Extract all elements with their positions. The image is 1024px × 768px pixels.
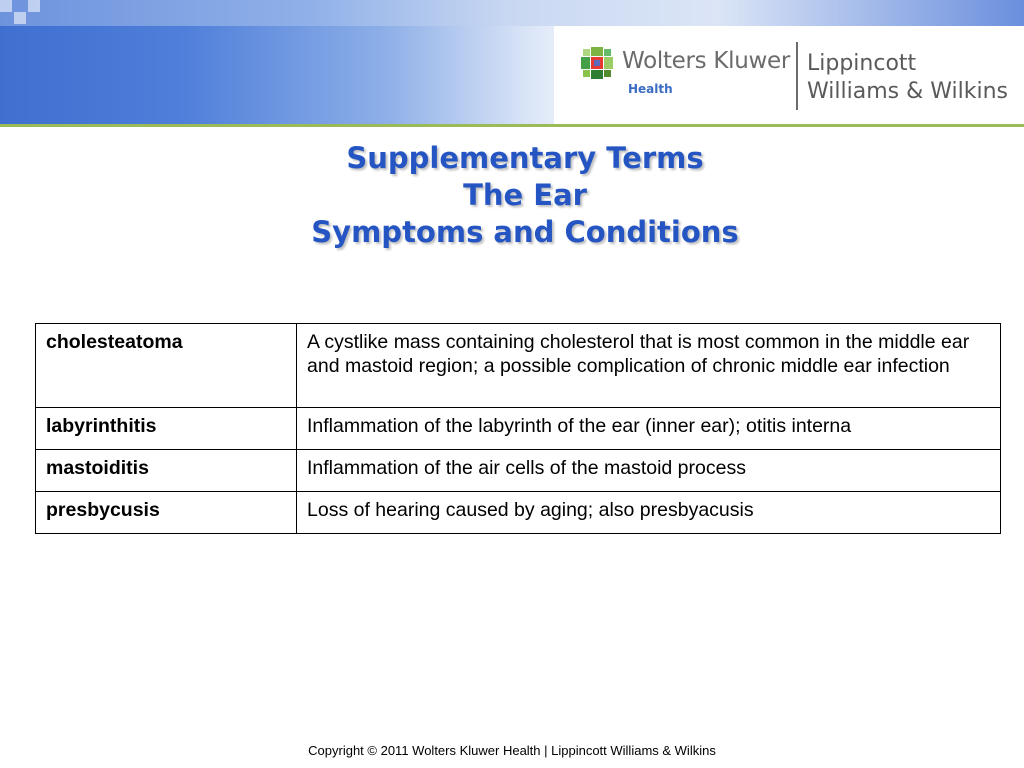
publisher-logo (580, 42, 1020, 114)
definition-cell: Inflammation of the labyrinth of the ear (inner ear); otitis interna (297, 408, 1001, 450)
term-cell: labyrinthitis (36, 408, 297, 450)
definition-cell: Inflammation of the air cells of the mastoid process (297, 450, 1001, 492)
definition-cell: Loss of hearing caused by aging; also presbyacusis (297, 492, 1001, 534)
table-row (36, 408, 1001, 450)
term-cell: cholesteatoma (36, 324, 297, 408)
table-row (36, 450, 1001, 492)
definition-cell: A cystlike mass containing cholesterol that is most common in the middle ear and mastoid region; a possible complication of chronic middle ear infection (297, 324, 1001, 408)
title-line-2: The Ear (463, 178, 587, 212)
table-row (36, 324, 1001, 408)
header-banner (0, 0, 1024, 127)
term-cell: mastoiditis (36, 450, 297, 492)
publisher-line-2: Williams & Wilkins (807, 79, 1008, 104)
logo-publisher (807, 50, 1008, 106)
wolters-kluwer-globe-icon (580, 46, 614, 80)
terms-table (35, 323, 1001, 534)
copyright-footer: Copyright © 2011 Wolters Kluwer Health | Lippincott Williams & Wilkins (308, 743, 716, 758)
logo-division: Health (628, 82, 673, 96)
slide-title (0, 140, 1024, 251)
title-line-3: Symptoms and Conditions (311, 215, 739, 249)
publisher-line-1: Lippincott (807, 51, 917, 76)
logo-brand-name: Wolters Kluwer (622, 48, 791, 74)
logo-divider (796, 42, 798, 110)
top-stripe (0, 0, 1024, 26)
table-row (36, 492, 1001, 534)
decorative-squares (0, 0, 60, 26)
term-cell: presbycusis (36, 492, 297, 534)
title-line-1: Supplementary Terms (346, 141, 704, 175)
